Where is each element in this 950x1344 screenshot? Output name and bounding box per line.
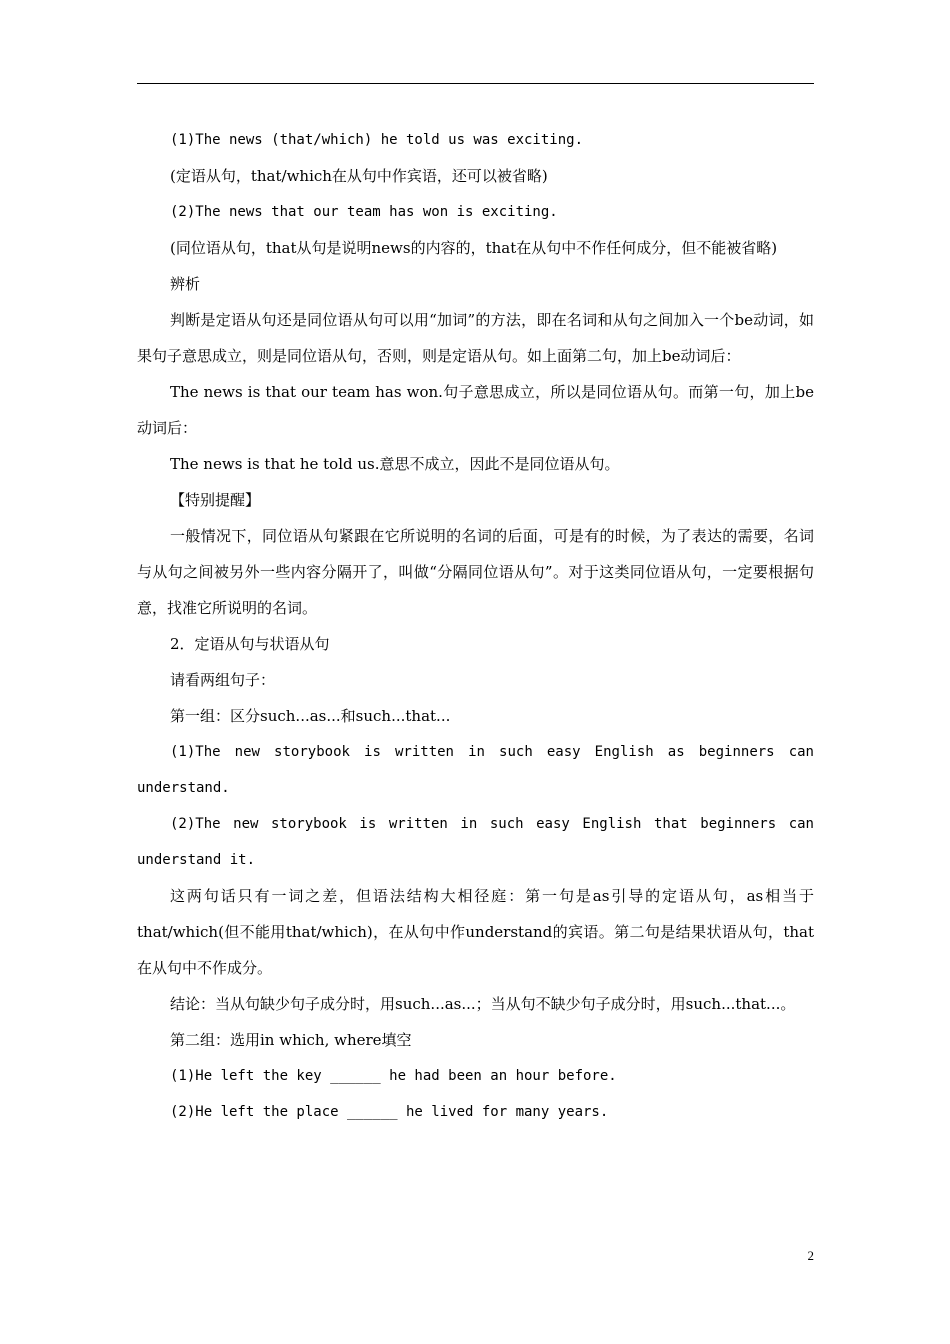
group-1-heading: 第一组：区分such...as...和such...that... xyxy=(170,707,451,725)
group-1-sentence-2: (2)The new storybook is written in such easy English that beginners can understand it. xyxy=(137,816,823,868)
group-1-conclusion: 结论：当从句缺少句子成分时，用such...as...；当从句不缺少句子成分时，用such...that...。 xyxy=(170,995,796,1013)
special-reminder-paragraph: 一般情况下，同位语从句紧跟在它所说明的名词的后面，可是有的时候，为了表达的需要，名词与从句之间被另外一些内容分隔开了，叫做“分隔同位语从句”。对于这类同位语从句，一定要根据句意，找准它所说明的名词。 xyxy=(137,527,814,617)
page-number: 2 xyxy=(807,1248,814,1263)
analysis-test-2: The news is that he told us.意思不成立，因此不是同位语从句。 xyxy=(170,455,620,473)
section-heading-analysis: 辨析 xyxy=(170,275,201,293)
group-1-explanation: 这两句话只有一词之差，但语法结构大相径庭：第一句是as引导的定语从句，as相当于that/which(但不能用that/which)，在从句中作understand的宾语。第二句是结果状语从句，that在从句中不作成分。 xyxy=(137,887,814,977)
special-reminder-heading: 【特别提醒】 xyxy=(170,491,261,509)
example-sentence-2: (2)The news that our team has won is exciting. xyxy=(170,204,558,220)
group-2-heading: 第二组：选用in which, where填空 xyxy=(170,1031,412,1049)
group-1-sentence-1: (1)The new storybook is written in such easy English as beginners can understand. xyxy=(137,744,823,796)
intro-two-groups: 请看两组句子： xyxy=(170,671,276,689)
header-rule xyxy=(137,83,814,84)
group-2-sentence-1: (1)He left the key ______ he had been an hour before. xyxy=(170,1068,617,1084)
group-2-sentence-2: (2)He left the place ______ he lived for many years. xyxy=(170,1104,609,1120)
analysis-test-1: The news is that our team has won.句子意思成立，所以是同位语从句。而第一句，加上be动词后： xyxy=(137,383,814,437)
analysis-paragraph: 判断是定语从句还是同位语从句可以用“加词”的方法，即在名词和从句之间加入一个be动词，如果句子意思成立，则是同位语从句，否则，则是定语从句。如上面第二句，加上be动词后： xyxy=(137,311,814,365)
example-sentence-1: (1)The news (that/which) he told us was exciting. xyxy=(170,132,584,148)
document-body xyxy=(137,122,823,1130)
section-heading-2: 2．定语从句与状语从句 xyxy=(170,635,330,653)
example-note-2: (同位语从句，that从句是说明news的内容的，that在从句中不作任何成分，但不能被省略) xyxy=(170,239,778,257)
example-note-1: (定语从句，that/which在从句中作宾语，还可以被省略) xyxy=(170,167,548,185)
